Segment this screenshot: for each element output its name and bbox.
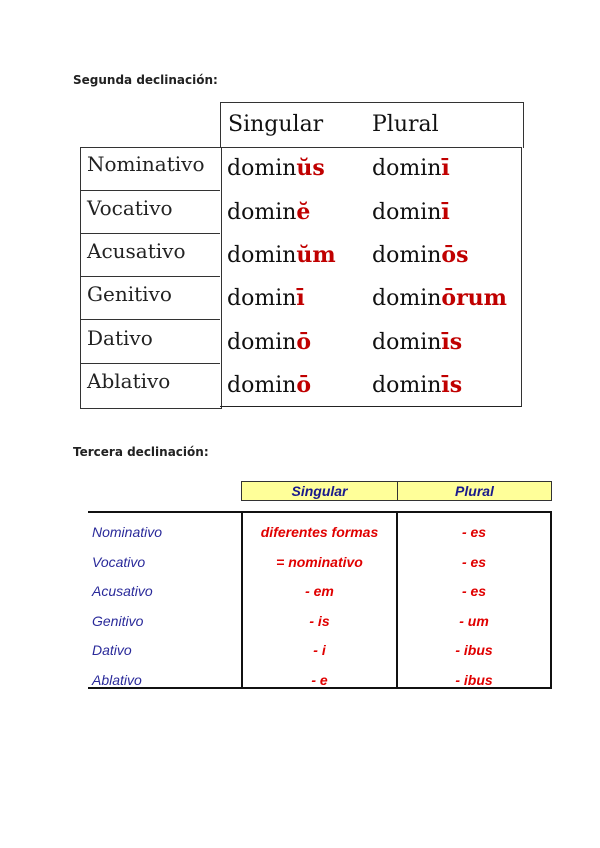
row-divider	[80, 190, 220, 191]
word-ending: īs	[441, 372, 463, 398]
case-label: Acusativo	[87, 239, 186, 263]
column-header-plural: Plural	[397, 481, 552, 501]
forms-column	[220, 147, 522, 407]
singular-form	[227, 285, 305, 311]
word-ending: ŭs	[296, 155, 325, 181]
word-stem: domin	[372, 286, 442, 311]
case-label: Dativo	[87, 326, 153, 350]
plural-form	[372, 372, 462, 398]
word-stem: domin	[372, 200, 442, 225]
plural-ending: - es	[461, 553, 487, 570]
word-stem: domin	[227, 156, 297, 181]
section-heading-second-declension: Segunda declinación:	[73, 73, 218, 87]
case-label: Genitivo	[87, 282, 172, 306]
case-label: Genitivo	[92, 612, 144, 629]
word-stem: domin	[227, 286, 297, 311]
singular-ending: - em	[305, 583, 334, 599]
column-header-singular: Singular	[228, 112, 324, 137]
column-divider	[550, 511, 552, 689]
word-ending: ōs	[441, 242, 469, 268]
word-stem: domin	[372, 373, 442, 398]
word-ending: ō	[296, 329, 312, 355]
section-heading-third-declension: Tercera declinación:	[73, 445, 209, 459]
case-label: Nominativo	[92, 524, 163, 540]
word-ending: ŭm	[296, 242, 336, 268]
row-divider	[80, 276, 220, 277]
word-ending: īs	[441, 329, 463, 355]
case-label: Dativo	[92, 642, 132, 658]
singular-ending: = nominativo	[276, 553, 363, 570]
word-ending: ī	[441, 155, 450, 181]
column-header-plural: Plural	[372, 112, 439, 137]
plural-form	[372, 199, 450, 225]
singular-ending: - e	[311, 671, 328, 688]
word-stem: domin	[372, 330, 442, 355]
plural-ending: - ibus	[455, 642, 493, 658]
word-ending: ĕ	[296, 199, 311, 225]
word-ending: ī	[441, 199, 450, 225]
singular-form	[227, 242, 336, 268]
plural-ending: - es	[461, 524, 487, 540]
word-ending: ī	[296, 285, 305, 311]
row-divider	[80, 233, 220, 234]
plural-form	[372, 242, 468, 268]
word-ending: ōrum	[441, 285, 507, 311]
singular-form	[227, 199, 310, 225]
plural-form	[372, 329, 462, 355]
case-label: Nominativo	[87, 152, 205, 176]
case-label: Vocativo	[87, 196, 173, 220]
plural-ending: - es	[461, 583, 487, 599]
singular-ending: - is	[309, 612, 330, 629]
plural-form	[372, 155, 450, 181]
case-label: Acusativo	[92, 583, 153, 599]
word-stem: domin	[227, 200, 297, 225]
case-label: Ablativo	[87, 369, 171, 393]
case-label: Ablativo	[92, 671, 142, 688]
plural-form	[372, 285, 507, 311]
singular-form	[227, 329, 311, 355]
case-label: Vocativo	[92, 553, 146, 570]
word-stem: domin	[227, 373, 297, 398]
word-stem: domin	[227, 330, 297, 355]
singular-form	[227, 155, 325, 181]
word-stem: domin	[372, 243, 442, 268]
plural-ending: - ibus	[455, 671, 493, 688]
row-divider	[80, 319, 220, 320]
plural-ending: - um	[459, 612, 489, 629]
word-stem: domin	[227, 243, 297, 268]
singular-ending: - i	[313, 642, 326, 658]
singular-form	[227, 372, 311, 398]
word-stem: domin	[372, 156, 442, 181]
singular-ending: diferentes formas	[260, 524, 379, 540]
word-ending: ō	[296, 372, 312, 398]
row-divider	[80, 363, 220, 364]
column-header-singular: Singular	[241, 481, 398, 501]
